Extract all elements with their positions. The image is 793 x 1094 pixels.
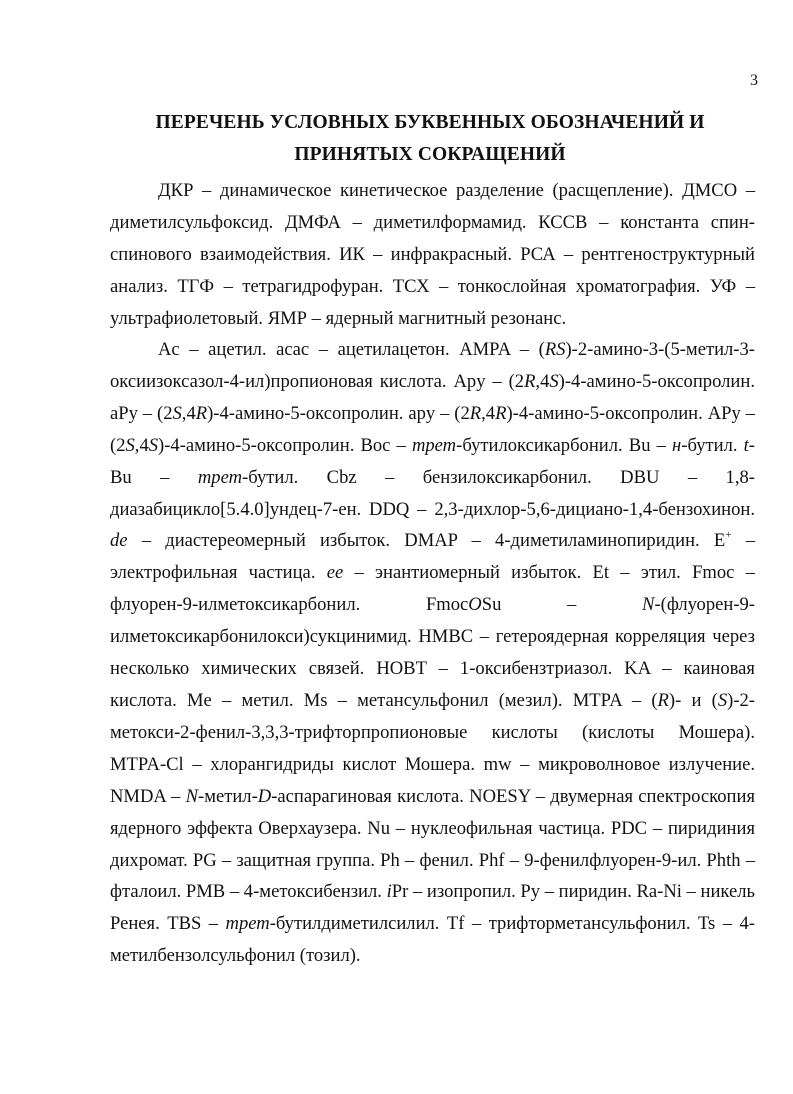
- page-title: ПЕРЕЧЕНЬ УСЛОВНЫХ БУКВЕННЫХ ОБОЗНАЧЕНИЙ И ПРИНЯТЫХ СОКРАЩЕНИЙ: [155, 112, 705, 165]
- paragraph-russian-abbreviations: ДКР – динамическое кинетическое разделение (расщепление). ДМСО – диметилсульфоксид. ДМФА – диметилформамид. КССВ – константа спин-спинового взаимодействия. ИК – инфракрасный. РСА – рентгеноструктурный анализ. ТГФ – тетрагидрофуран. ТСХ – тонкослойная хроматография. УФ – ультрафиолетовый. ЯМР – ядерный магнитный резонанс.: [110, 180, 755, 329]
- page-number: 3: [750, 72, 758, 89]
- paragraph-latin-abbreviations: Ac – ацетил. acac – ацетилацетон. AMPA – (RS)-2-амино-3-(5-метил-3-оксиизоксазол-4-ил)пропионовая кислота. Apy – (2R,4S)-4-амино-5-оксопролин. aPy – (2S,4R)-4-амино-5-оксопролин. apy – (2R,4R)-4-амино-5-оксопролин. APy – (2S,4S)-4-амино-5-оксопролин. Boc – трет-бутилоксикарбонил. Bu – н-бутил. t-Bu – трет-бутил. Cbz – бензилоксикарбонил. DBU – 1,8-диазабицикло[5.4.0]ундец-7-ен. DDQ – 2,3-дихлор-5,6-дициано-1,4-бензохинон. de – диастереомерный избыток. DMAP – 4-диметиламинопиридин. E+ – электрофильная частица. ee – энантиомерный избыток. Et – этил. Fmoc – флуорен-9-илметоксикарбонил. FmocOSu – N-(флуорен-9-илметоксикарбонилокси)сукцинимид. HMBC – гетероядерная корреляция через несколько химических связей. HOBT – 1-оксибензтриазол. KA – каиновая кислота. Me – метил. Ms – метансульфонил (мезил). MTPA – (R)- и (S)-2-метокси-2-фенил-3,3,3-трифторпропионовые кислоты (кислоты Мошера). MTPA-Cl – хлорангидриды кислот Мошера. mw – микроволновое излучение. NMDA – N-метил-D-аспарагиновая кислота. NOESY – двумерная спектроскопия ядерного эффекта Оверхаузера. Nu – нуклеофильная частица. PDC – пиридиния дихромат. PG – защитная группа. Ph – фенил. Phf – 9-фенилфлуорен-9-ил. Phth – фталоил. PMB – 4-метоксибензил. iPr – изопропил. Py – пиридин. Ra-Ni – никель Ренея. TBS – трет-бутилдиметилсилил. Tf – трифторметансульфонил. Ts – 4-метилбензолсульфонил (тозил).: [110, 339, 755, 967]
